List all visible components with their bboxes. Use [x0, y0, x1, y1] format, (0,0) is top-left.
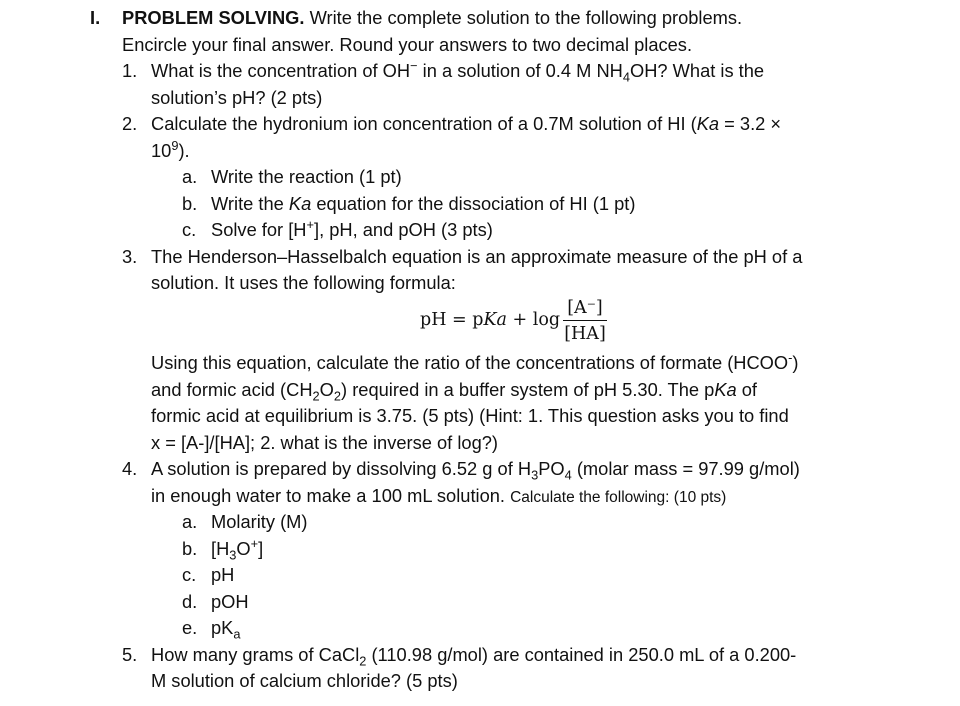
q4-text-line1 — [151, 456, 800, 482]
ka-symbol: Ka — [714, 379, 737, 400]
q2c-text-part: Solve for [H — [211, 219, 307, 240]
superscript: + — [250, 535, 259, 551]
q1-text-part: OH? What is the — [629, 60, 765, 81]
q1-text-line2: solution’s pH? (2 pts) — [151, 87, 323, 108]
q3-paragraph-line4: x = [A-]/[HA]; 2. what is the inverse of log?) — [151, 432, 498, 453]
q4-number: 4. — [122, 458, 138, 479]
q5-text-part: (110.98 g/mol) are contained in 250.0 mL of a 0.200- — [366, 644, 797, 665]
q3-text-part: and formic acid (CH — [151, 379, 313, 400]
formula-lhs — [420, 310, 560, 330]
q4-text-part: PO — [538, 458, 565, 479]
instruction-text: Write the complete solution to the following problems. — [304, 7, 743, 28]
q3-text-line1: The Henderson–Hasselbalch equation is an approximate measure of the pH of a — [151, 246, 803, 267]
q3-paragraph-line3: formic acid at equilibrium is 3.75. (5 pts) (Hint: 1. This question asks you to find — [151, 405, 789, 426]
q4c-text: pH — [211, 564, 235, 585]
superscript: - — [788, 349, 793, 365]
q4-text-part: in enough water to make a 100 mL solution. — [151, 485, 511, 506]
q4a-text: Molarity (M) — [211, 511, 308, 532]
q2b-text-part: Write the — [211, 193, 289, 214]
q4b-text-part: ] — [258, 538, 264, 559]
instruction-text-line2: Encircle your final answer. Round your answers to two decimal places. — [122, 34, 693, 55]
q1-text-part: What is the concentration of OH — [151, 60, 411, 81]
q4b-text-part: O — [236, 538, 251, 559]
superscript: 9 — [171, 137, 179, 153]
q4b-mark: b. — [182, 538, 198, 559]
section-title: PROBLEM SOLVING. — [122, 7, 305, 28]
section-heading — [122, 5, 742, 31]
formula-fraction — [563, 296, 607, 345]
q5-number: 5. — [122, 644, 138, 665]
ka-symbol: Ka — [288, 193, 312, 214]
subscript: a — [233, 626, 241, 642]
q4b-text-part: [H — [211, 538, 230, 559]
q5-text-line2: M solution of calcium chloride? (5 pts) — [151, 670, 458, 691]
q2b-mark: b. — [182, 193, 198, 214]
q2-text-part: Calculate the hydronium ion concentration of a 0.7M solution of HI ( — [151, 113, 697, 134]
subscript: 4 — [564, 467, 572, 483]
q1-number: 1. — [122, 60, 138, 81]
q3-number: 3. — [122, 246, 138, 267]
q2a-text: Write the reaction (1 pt) — [211, 166, 402, 187]
q3-text-part: ) — [792, 352, 799, 373]
q2-text — [151, 111, 781, 137]
subscript: 3 — [531, 467, 539, 483]
q4-text-line2 — [151, 483, 726, 511]
superscript: + — [306, 216, 314, 232]
subscript: 2 — [312, 388, 320, 404]
q4-text-part: A solution is prepared by dissolving 6.52 g of H — [151, 458, 532, 479]
q2-text-line2 — [151, 138, 190, 164]
formula-part: + log — [506, 310, 561, 330]
formula-denominator: [HA] — [564, 324, 606, 344]
q5-text-line1 — [151, 642, 796, 668]
q2-text-part: 10 — [151, 140, 172, 161]
q2a-mark: a. — [182, 166, 198, 187]
q4e-mark: e. — [182, 617, 198, 638]
superscript: − — [410, 57, 418, 73]
q3-paragraph-line2 — [151, 377, 757, 403]
subscript: 2 — [333, 388, 342, 404]
q2b-text — [211, 191, 635, 217]
q4e-text-part: pK — [211, 617, 234, 638]
q2-text-part: = 3.2 × — [719, 113, 782, 134]
ka-symbol: Ka — [483, 310, 507, 330]
q4a-mark: a. — [182, 511, 198, 532]
q3-text-part: O — [319, 379, 334, 400]
q4-text-part: (molar mass = 97.99 g/mol) — [571, 458, 800, 479]
q2b-text-part: equation for the dissociation of HI (1 pt) — [311, 193, 636, 214]
q4-text-part: Calculate the following: (10 pts) — [510, 489, 727, 506]
q3-text-line2: solution. It uses the following formula: — [151, 272, 456, 293]
q2c-mark: c. — [182, 219, 197, 240]
q1-text-part: in a solution of 0.4 M NH — [417, 60, 623, 81]
q3-text-part: of — [736, 379, 758, 400]
subscript: 2 — [359, 653, 367, 669]
q3-text-part: ) required in a buffer system of pH 5.30. The p — [341, 379, 715, 400]
q2-text-part: ). — [178, 140, 190, 161]
q4b-text — [211, 536, 263, 562]
q1-text — [151, 58, 764, 84]
q5-text-part: How many grams of CaCl — [151, 644, 360, 665]
subscript: 3 — [229, 547, 237, 563]
ka-symbol: Ka — [696, 113, 720, 134]
subscript: 4 — [622, 69, 630, 85]
q2c-text — [211, 217, 493, 243]
q2-number: 2. — [122, 113, 138, 134]
q3-text-part: Using this equation, calculate the ratio of the concentrations of formate (HCOO — [151, 352, 789, 373]
formula-numerator: [A⁻] — [567, 298, 603, 318]
q3-paragraph-line1 — [151, 350, 798, 376]
formula-part: pH = p — [420, 310, 484, 330]
q4e-text — [211, 615, 241, 641]
q2c-text-part: ], pH, and pOH (3 pts) — [314, 219, 493, 240]
q4d-text: pOH — [211, 591, 249, 612]
q4c-mark: c. — [182, 564, 197, 585]
section-numeral: I. — [90, 7, 101, 28]
q4d-mark: d. — [182, 591, 198, 612]
